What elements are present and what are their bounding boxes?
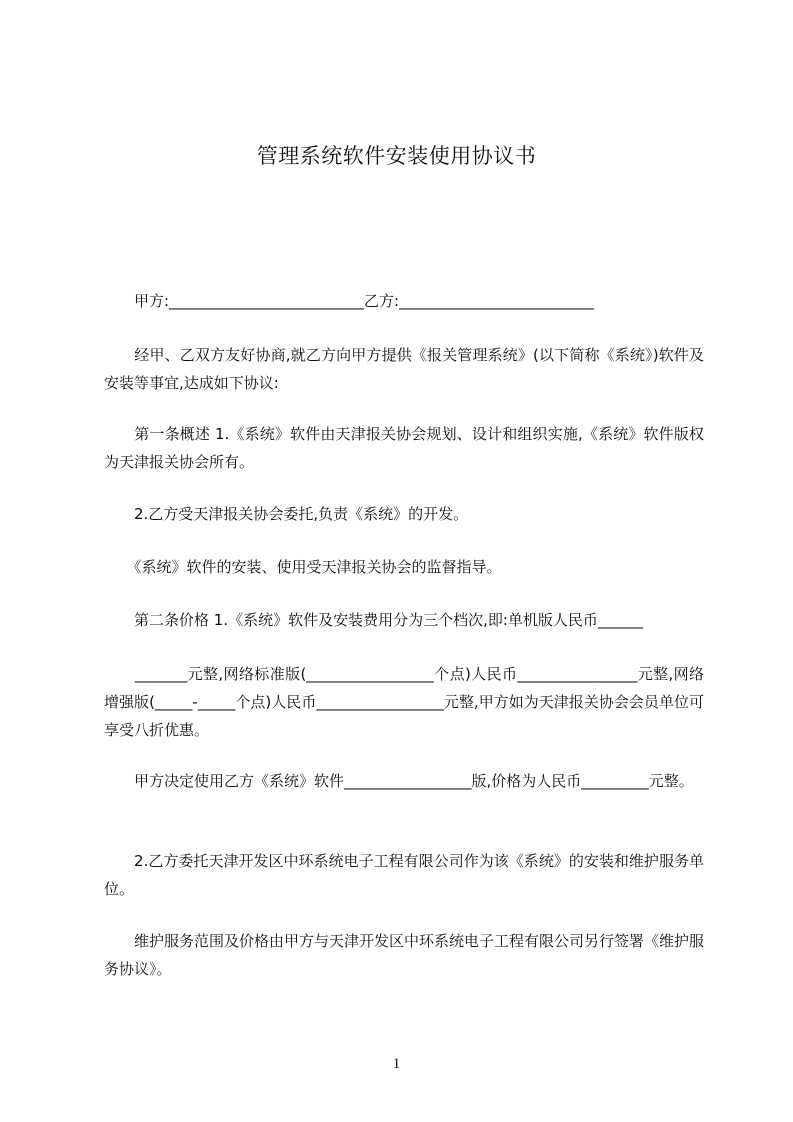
service-unit-paragraph: 2.乙方委托天津开发区中环系统电子工程有限公司作为该《系统》的安装和维护服务单位。 [104,852,704,898]
article-two-paragraph: 第二条价格 1.《系统》软件及安装费用分为三个档次,即:单机版人民币______ [104,611,643,629]
clause-supervision-paragraph: 《系统》软件的安装、使用受天津报关协会的监督指导。 [104,558,502,576]
pricing-paragraph: _______元整,网络标准版(_________________个点)人民币________________元整,网络增强版(_____-_____个点)人民币_________________元整,甲方如为天津报关协会会员单位可享受八折优惠。 [104,665,704,739]
document-title: 管理系统软件安装使用协议书 [256,144,537,168]
clause-development-paragraph: 2.乙方受天津报关协会委托,负责《系统》的开发。 [104,505,469,523]
intro-paragraph: 经甲、乙双方友好协商,就乙方向甲方提供《报关管理系统》(以下简称《系统》)软件及安装等事宜,达成如下协议: [104,346,704,392]
party-line: 甲方:__________________________乙方:__________________________ [104,292,595,310]
article-one-paragraph: 第一条概述 1.《系统》软件由天津报关协会规划、设计和组织实施,《系统》软件版权为天津报关协会所有。 [104,425,704,471]
maintenance-agreement-paragraph: 维护服务范围及价格由甲方与天津开发区中环系统电子工程有限公司另行签署《维护服务协议》。 [104,932,705,978]
version-choice-paragraph: 甲方决定使用乙方《系统》软件_________________版,价格为人民币_________元整。 [104,772,694,790]
page-number: 1 [392,1056,401,1072]
